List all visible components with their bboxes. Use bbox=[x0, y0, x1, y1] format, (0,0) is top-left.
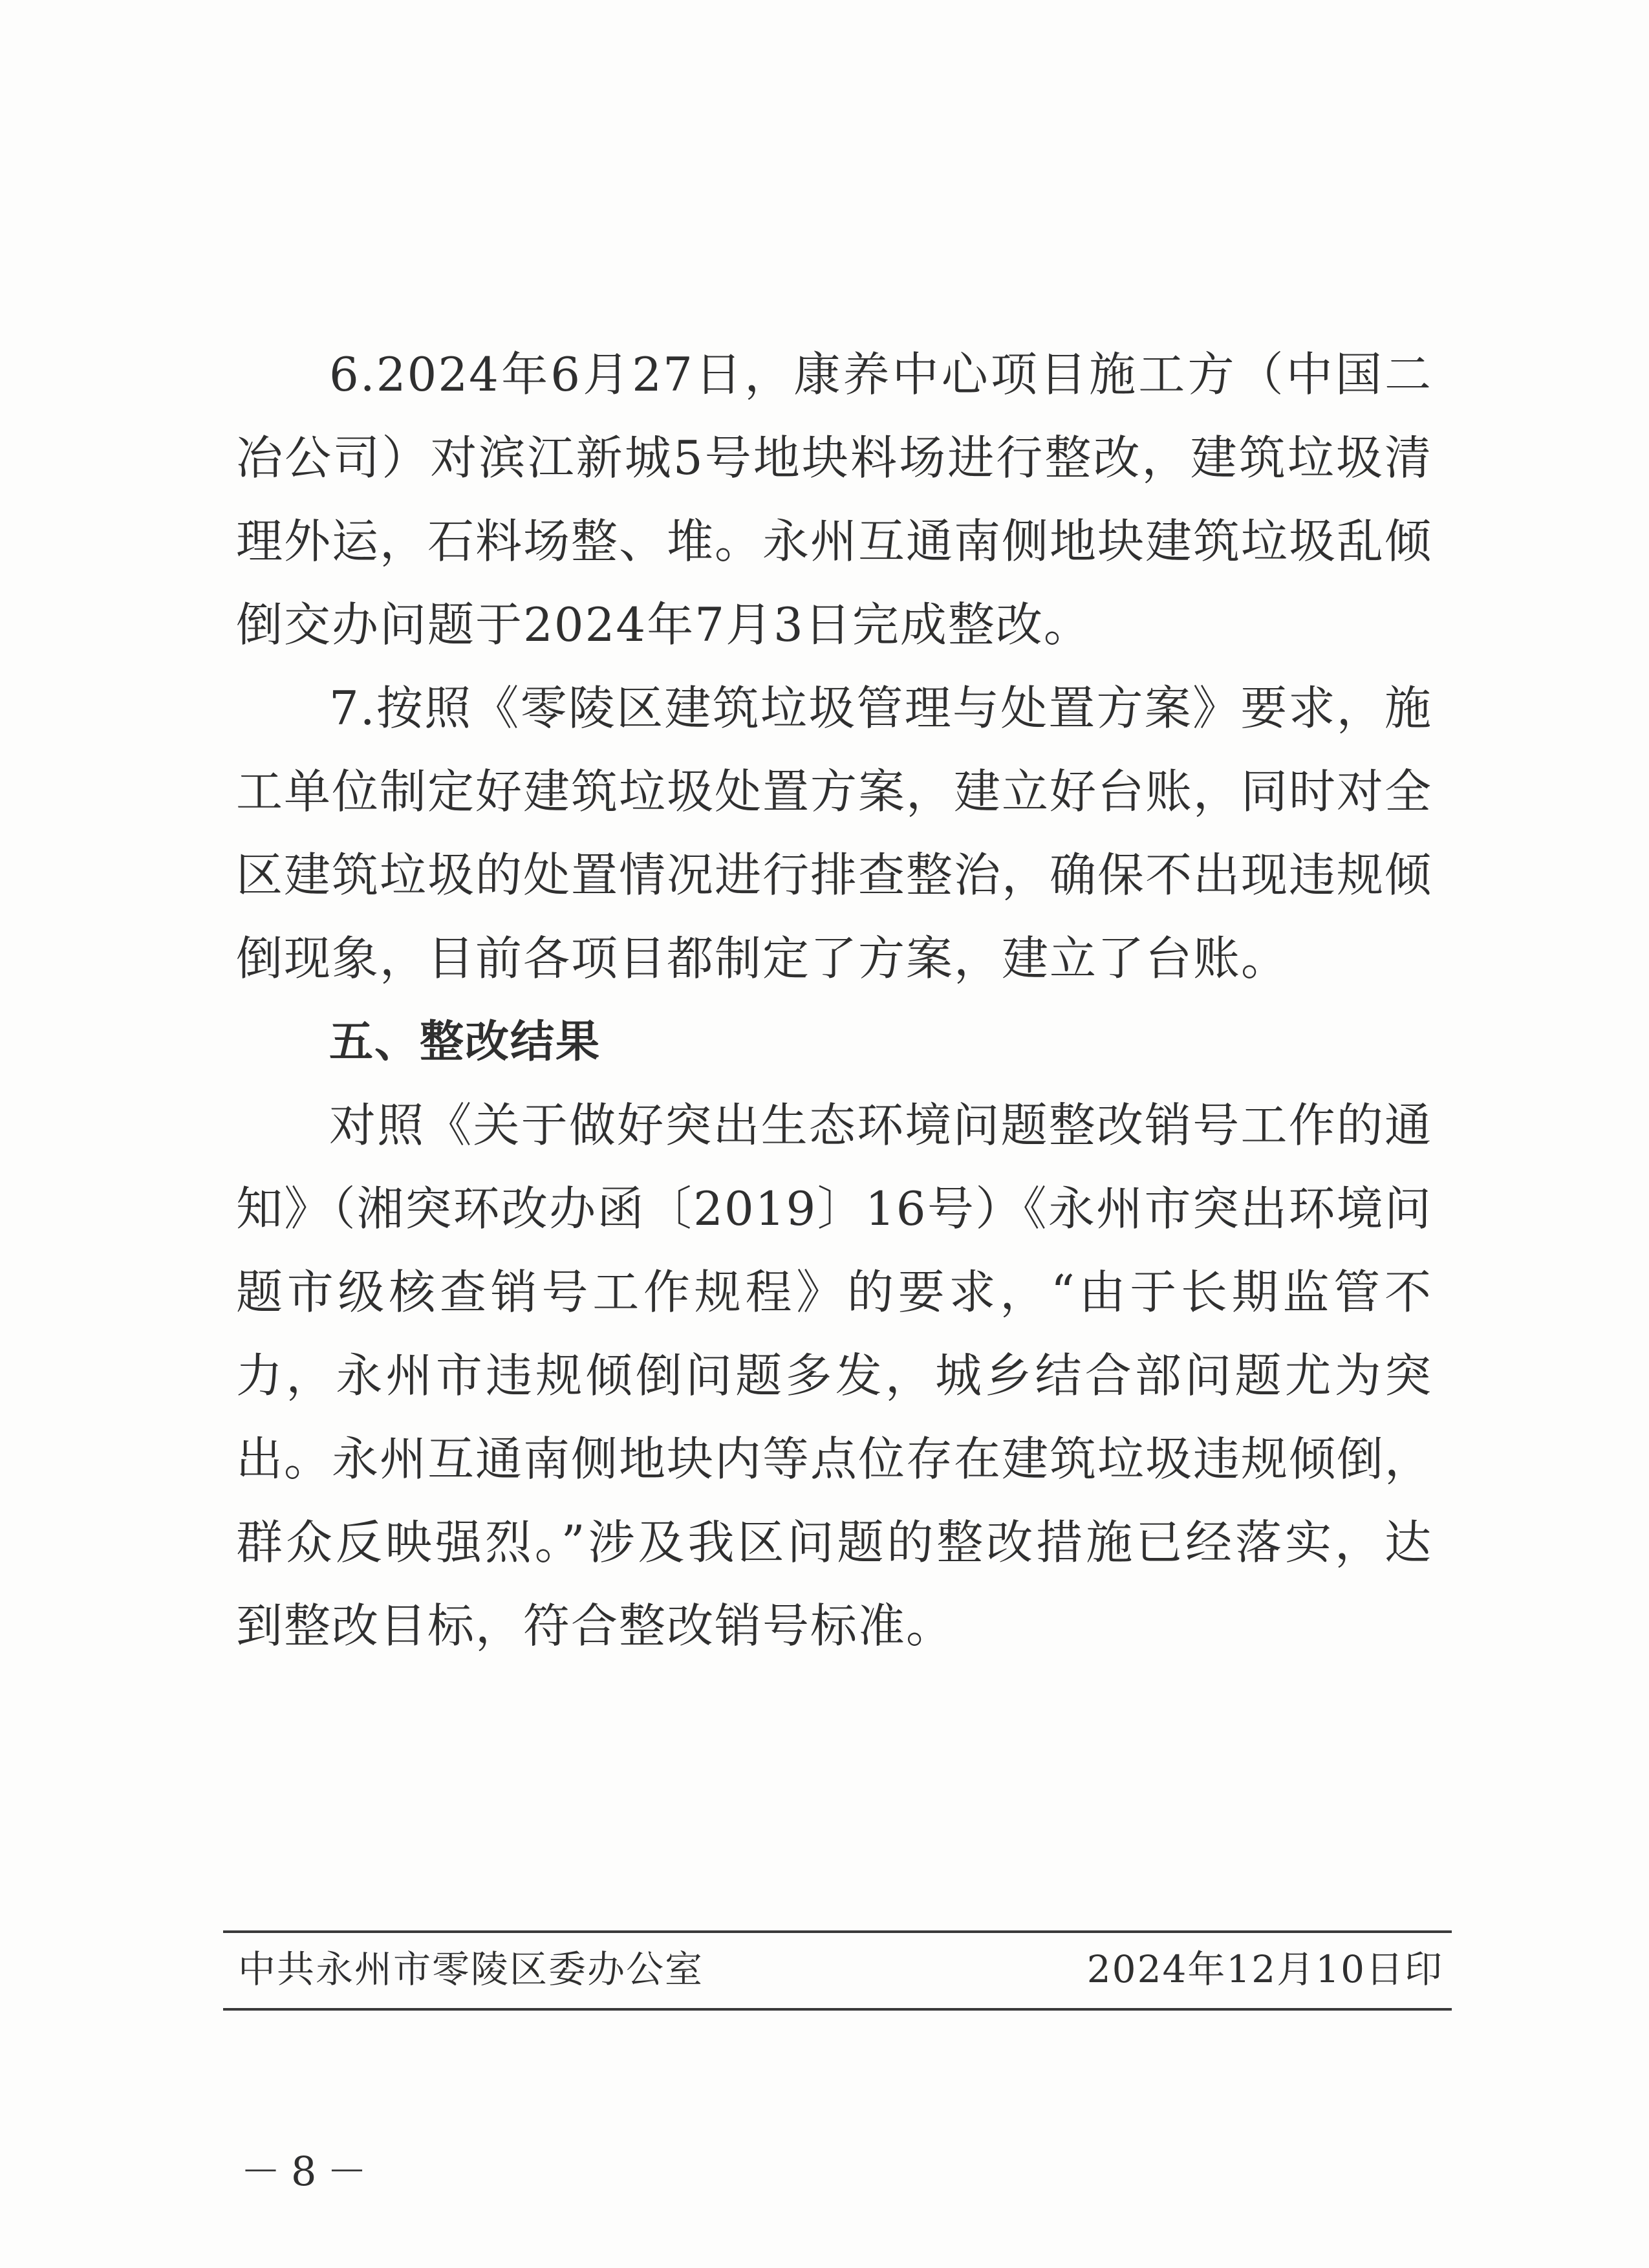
footer-top-rule bbox=[223, 1930, 1452, 1933]
footer-issuer: 中共永州市零陵区委办公室 bbox=[238, 1947, 704, 1991]
paragraph-item-6: 6.2024年6月27日，康养中心项目施工方（中国二冶公司）对滨江新城5号地块料场进行整改，建筑垃圾清理外运，石料场整、堆。永州互通南侧地块建筑垃圾乱倾倒交办问题于2024年7月3日完成整改。 bbox=[236, 347, 1433, 652]
footer-bottom-rule bbox=[223, 2008, 1452, 2011]
paragraph-results: 对照《关于做好突出生态环境问题整改销号工作的通知》（湘突环改办函〔2019〕16号）《永州市突出环境问题市级核查销号工作规程》的要求，“由于长期监管不力，永州市违规倾倒问题多发，城乡结合部问题尤为突出。永州互通南侧地块内等点位存在建筑垃圾违规倾倒，群众反映强烈。”涉及我区问题的整改措施已经落实，达到整改目标，符合整改销号标准。 bbox=[236, 1098, 1433, 1653]
footer-print-date: 2024年12月10日印 bbox=[1086, 1947, 1443, 1991]
paragraph-item-7: 7.按照《零陵区建筑垃圾管理与处置方案》要求，施工单位制定好建筑垃圾处置方案，建立好台账，同时对全区建筑垃圾的处置情况进行排查整治，确保不出现违规倾倒现象，目前各项目都制定了方案，建立了台账。 bbox=[236, 681, 1433, 986]
section-heading-results: 五、整改结果 bbox=[329, 1017, 601, 1068]
page-number: －8－ bbox=[241, 2148, 378, 2195]
document-body bbox=[236, 333, 1432, 1668]
